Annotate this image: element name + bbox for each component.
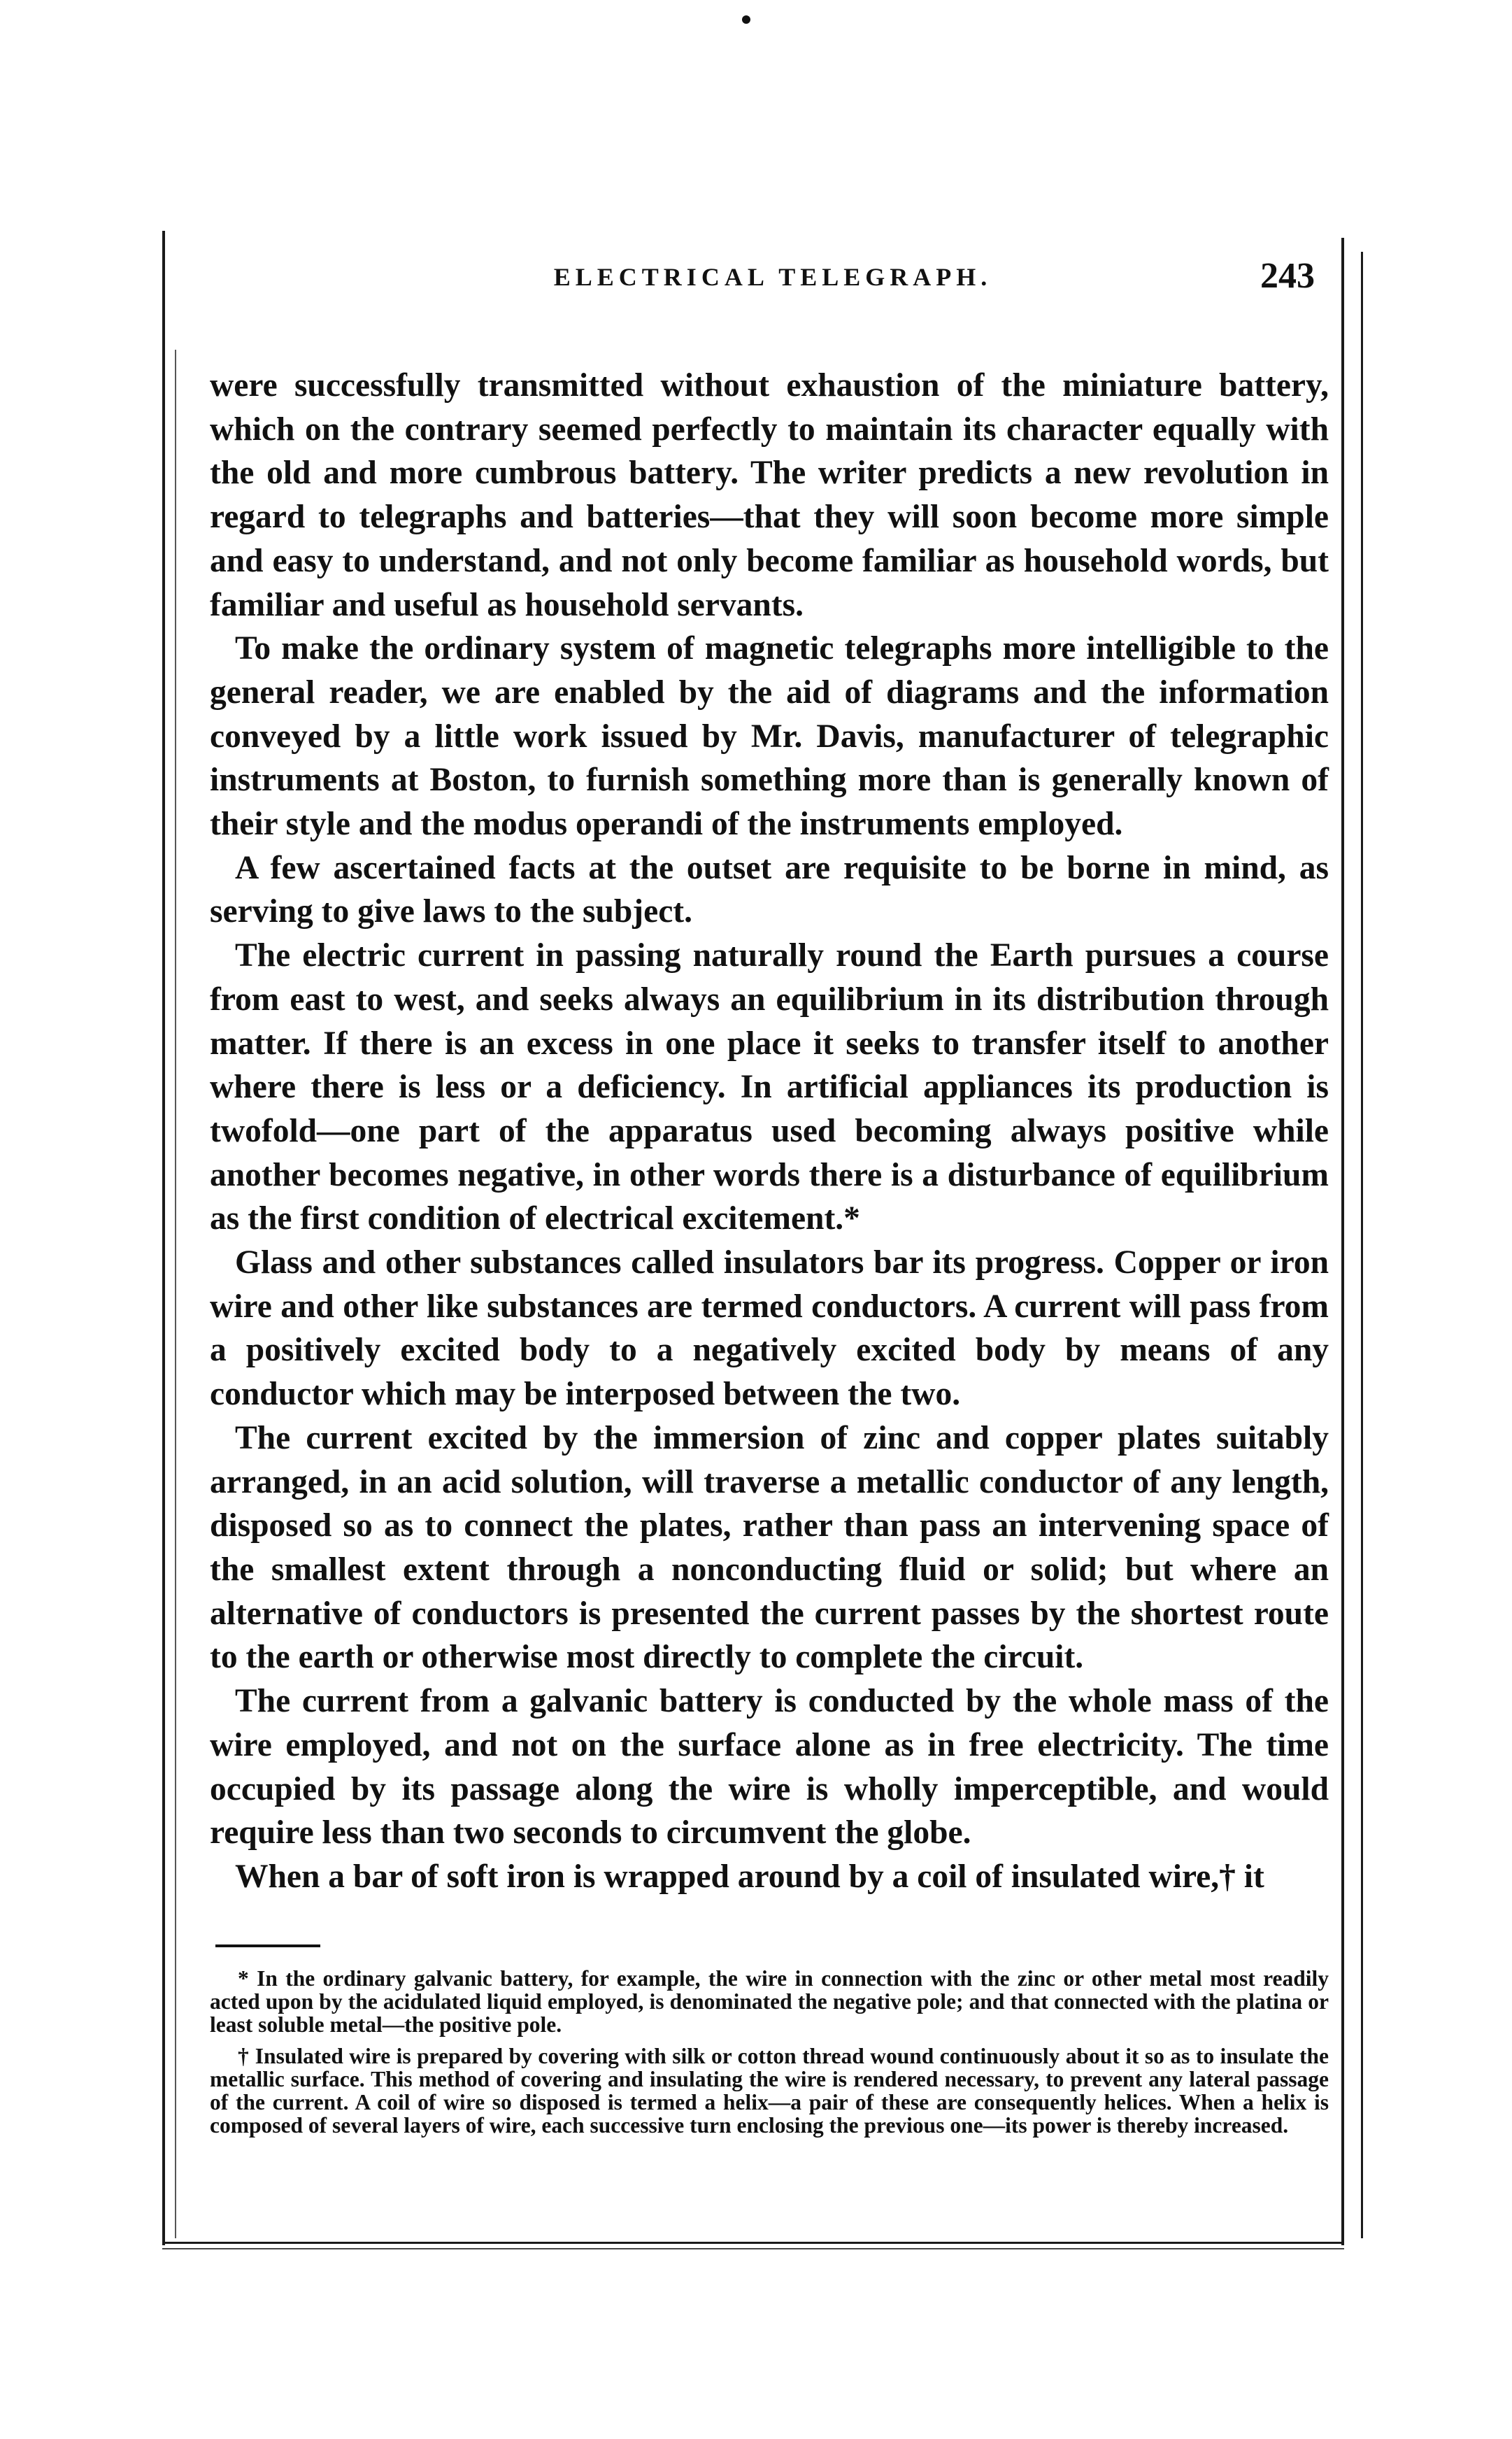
right-frame-rule [1341,238,1344,2245]
paragraph: were successfully transmitted without exhaustion of the miniature battery, which on the contrary seemed perfectly to maintain its character equally with the old and more cumbrous battery. The writer predicts a new revolution in regard to telegraphs and batteries—that they will soon become more simple and easy to understand, and not only become familiar as household words, but familiar and useful as household servants. [210,367,1329,623]
paragraph: A few ascertained facts at the outset are requisite to be borne in mind, as serving to give laws to the subject. [210,849,1329,930]
left-frame-rule-inner [175,350,176,2238]
paragraph: Glass and other substances called insulators bar its progress. Copper or iron wire and other like substances are termed conductors. A current will pass from a positively excited body to a negatively excited body by means of any conductor which may be interposed between the two. [210,1244,1329,1413]
running-head [231,255,1315,311]
printer-mark-dot [742,15,750,24]
paragraph: When a bar of soft iron is wrapped around by a coil of insulated wire,† it [235,1858,1264,1895]
footnote: † Insulated wire is prepared by covering with silk or cotton thread wound continuously about it so as to insulate the metallic surface. This method of covering and insulating the wire is rendered necessary, to prevent any lateral passage of the current. A coil of wire so disposed is termed a helix—a pair of these are consequently helices. When a helix is composed of several layers of wire, each successive turn enclosing the previous one—its power is thereby increased. [210,2044,1329,2138]
bottom-frame-rule [162,2242,1344,2244]
bottom-frame-rule-secondary [162,2248,1344,2249]
right-frame-rule-inner [1361,252,1363,2238]
paragraph: The electric current in passing naturally round the Earth pursues a course from east to west, and seeks always an equilibrium in its distribution through matter. If there is an excess in one place it seeks to transfer itself to another where there is less or a deficiency. In artificial appliances its production is twofold—one part of the apparatus used becoming always positive while another becomes negative, in other words there is a disturbance of equilibrium as the first condition of electrical excitement.* [210,937,1329,1237]
left-frame-rule [162,231,165,2245]
running-title: ELECTRICAL TELEGRAPH. [553,263,992,291]
footnote: * In the ordinary galvanic battery, for example, the wire in connection with the zinc or other metal most readily acted upon by the acidulated liquid employed, is denominated the negative pole; and that connected with the platina or least soluble metal—the positive pole. [210,1966,1329,2037]
paragraph: To make the ordinary system of magnetic telegraphs more intelligible to the general reader, we are enabled by the aid of diagrams and the information conveyed by a little work issued by Mr. Davis, manufacturer of telegraphic instruments at Boston, to furnish something more than is generally known of their style and the modus operandi of the instruments employed. [210,630,1329,843]
footnotes [210,1967,1329,2137]
paragraph: The current from a galvanic battery is conducted by the whole mass of the wire employed, and not on the surface alone as in free electricity. The time occupied by its passage along the wire is wholly imperceptible, and would require less than two seconds to circumvent the globe. [210,1683,1329,1851]
footnote-separator [215,1944,320,1947]
body-text [210,364,1329,1899]
page-number: 243 [1260,256,1315,296]
paragraph: The current excited by the immersion of zinc and copper plates suitably arranged, in an acid solution, will traverse a metallic conductor of any length, disposed so as to connect the plates, rather than pass an intervening space of the smallest extent through a nonconducting fluid or solid; but where an alternative of conductors is presented the current passes by the shortest route to the earth or otherwise most directly to complete the circuit. [210,1419,1329,1676]
